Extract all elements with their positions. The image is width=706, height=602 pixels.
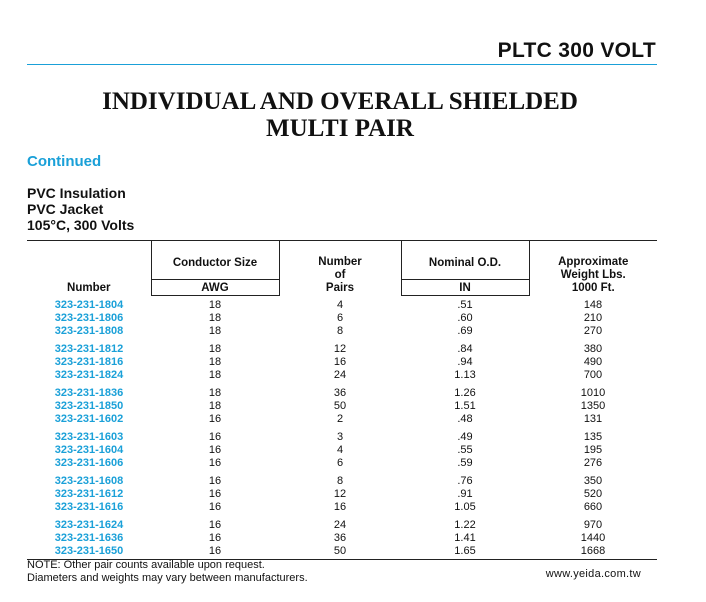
cell-number: 323-231-1608 [54,475,124,487]
cell-od: 1.22 [454,519,476,531]
header-weight [529,241,657,296]
page-title-line-1: INDIVIDUAL AND OVERALL SHIELDED [102,88,578,115]
table-row [27,444,657,457]
cell-weight: 700 [583,369,603,381]
cell-weight: 1440 [580,532,606,544]
cell-number: 323-231-1808 [54,325,124,337]
spec-list [27,185,134,233]
cell-number: 323-231-1806 [54,312,124,324]
cable-table [27,240,657,560]
cell-awg: 18 [208,356,222,368]
cell-awg: 18 [208,343,222,355]
table-row [27,501,657,514]
cell-awg: 16 [208,488,222,500]
cell-od: .91 [457,488,473,500]
cell-weight: 970 [583,519,603,531]
cell-awg: 18 [208,387,222,399]
footnote-line-1: NOTE: Other pair counts available upon request. [27,559,265,571]
cell-weight: 490 [583,356,603,368]
header-rule [27,64,657,65]
cell-awg: 18 [208,312,222,324]
cell-weight: 195 [583,444,603,456]
header-conductor-size: Conductor Size [151,241,279,280]
cell-od: 1.65 [401,545,529,560]
cell-awg: 16 [208,532,222,544]
cell-od: .94 [457,356,473,368]
cell-pairs: 3 [336,431,344,443]
header-pairs-line-2: of [334,268,346,281]
table-body [27,296,657,560]
cell-number: 323-231-1650 [27,545,151,560]
cell-weight: 135 [583,431,603,443]
cell-awg: 18 [208,299,222,311]
cell-od: 1.51 [454,400,476,412]
cell-number: 323-231-1603 [54,431,124,443]
footnote [27,559,308,585]
cell-pairs: 24 [333,369,347,381]
cell-weight: 520 [583,488,603,500]
cell-pairs: 6 [336,312,344,324]
cell-number: 323-231-1836 [54,387,124,399]
cell-od: .55 [457,444,473,456]
cell-pairs: 16 [333,356,347,368]
spec-rating: 105°C, 300 Volts [27,217,135,233]
cell-pairs: 12 [333,343,347,355]
continued-label: Continued [27,153,102,170]
cell-number: 323-231-1850 [54,400,124,412]
table-row [27,426,657,444]
table-row [27,532,657,545]
table-row [27,296,657,313]
cell-od: 1.13 [454,369,476,381]
cell-od: .51 [457,299,473,311]
cell-weight: 1350 [580,400,606,412]
cell-od: .76 [457,475,473,487]
cell-pairs: 8 [336,325,344,337]
cell-number: 323-231-1612 [54,488,124,500]
cell-pairs: 8 [336,475,344,487]
header-awg-unit: AWG [151,280,279,296]
cell-pairs: 50 [279,545,401,560]
header-od: Nominal O.D. [401,241,529,280]
header-pairs-line-3: Pairs [325,281,355,294]
page-title-line-2: MULTI PAIR [266,115,414,142]
cell-od: .49 [457,431,473,443]
header-pairs-line-1: Number [318,255,362,268]
cell-pairs: 4 [336,444,344,456]
table-row [27,514,657,532]
cell-awg: 16 [208,519,222,531]
cell-od: 1.41 [454,532,476,544]
cell-od: .60 [457,312,473,324]
cell-awg: 16 [208,457,222,469]
cell-weight: 131 [583,413,603,425]
cell-pairs: 50 [333,400,347,412]
cell-number: 323-231-1636 [54,532,124,544]
header-od-unit: IN [401,280,529,296]
cell-weight: 148 [583,298,603,311]
cell-awg: 16 [151,545,279,560]
cell-weight: 210 [583,312,603,324]
cell-od: .48 [457,413,473,425]
header-tag: PLTC 300 VOLT [497,39,656,62]
cell-pairs: 36 [333,387,347,399]
cell-pairs: 12 [333,488,347,500]
footnote-line-2: Diameters and weights may vary between manufacturers. [27,572,308,584]
table-row [27,457,657,470]
cell-weight: 1010 [580,387,606,399]
cell-weight: 270 [583,325,603,337]
cell-number: 323-231-1616 [54,501,124,513]
cell-weight: 350 [583,475,603,487]
cell-pairs: 36 [333,532,347,544]
table-row [27,369,657,382]
cell-pairs: 2 [336,413,344,425]
website-link[interactable]: www.yeida.com.tw [545,568,641,580]
table-row [27,488,657,501]
spec-insulation: PVC Insulation [27,185,126,201]
cell-number: 323-231-1604 [54,444,124,456]
cell-number: 323-231-1606 [54,457,124,469]
cell-number: 323-231-1804 [54,298,124,311]
cell-weight: 276 [583,457,603,469]
cell-awg: 16 [208,475,222,487]
cell-pairs: 24 [333,519,347,531]
table-row [27,312,657,325]
table-row [27,545,657,560]
cell-awg: 18 [208,369,222,381]
header-weight-line-3: 1000 Ft. [571,281,615,294]
cell-number: 323-231-1816 [54,356,124,368]
table-header [27,241,657,296]
cell-od: 1.05 [454,501,476,513]
cell-awg: 18 [208,400,222,412]
cell-od: .69 [457,325,473,337]
cell-awg: 16 [208,431,222,443]
cell-pairs: 16 [333,501,347,513]
table-row [27,338,657,356]
table-row [27,470,657,488]
cell-weight: 1668 [529,545,657,560]
table-row [27,400,657,413]
table-row [27,413,657,426]
cell-od: 1.26 [454,387,476,399]
cell-awg: 18 [208,325,222,337]
cell-weight: 660 [583,501,603,513]
header-pairs [279,241,401,296]
cell-pairs: 4 [336,298,344,311]
table-row [27,325,657,338]
cell-awg: 16 [208,444,222,456]
cable-table-wrapper [27,240,657,560]
cell-awg: 16 [208,413,222,425]
cell-awg: 16 [208,501,222,513]
cell-od: .84 [457,343,473,355]
cell-number: 323-231-1824 [54,369,124,381]
spec-jacket: PVC Jacket [27,201,104,217]
cell-pairs: 6 [336,457,344,469]
header-number: Number [27,241,151,296]
cell-weight: 380 [583,343,603,355]
page-title [30,88,650,142]
cell-od: .59 [457,457,473,469]
cell-number: 323-231-1812 [54,343,124,355]
cell-number: 323-231-1602 [54,413,124,425]
cell-number: 323-231-1624 [54,519,124,531]
table-row [27,356,657,369]
table-row [27,382,657,400]
header-weight-line-1: Approximate [558,255,629,268]
header-weight-line-2: Weight Lbs. [560,268,626,281]
